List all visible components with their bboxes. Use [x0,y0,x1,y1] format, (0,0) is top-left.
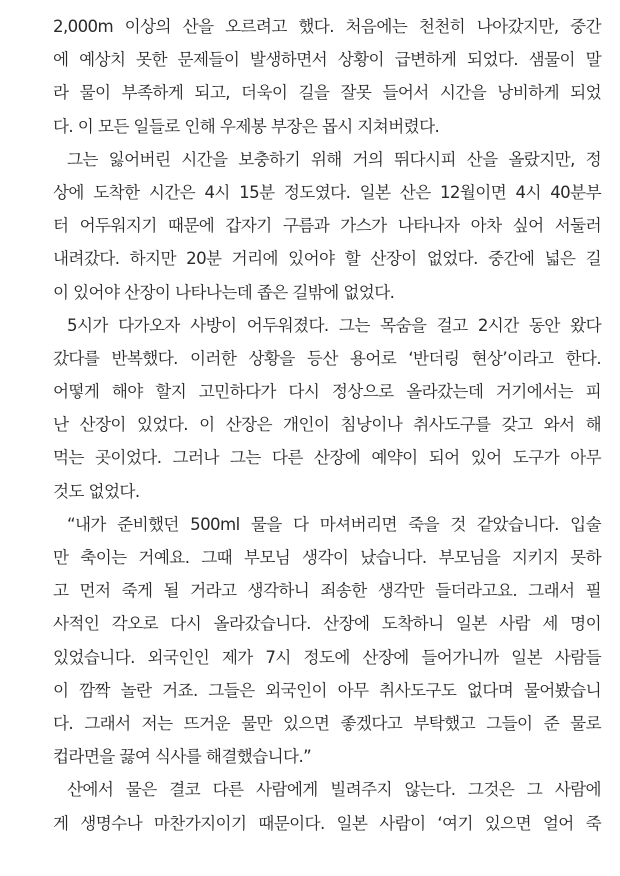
text-line: 이 있어야 산장이 나타나는데 좁은 길밖에 없었다. [53,282,395,302]
text-line: 상에 도착한 시간은 4시 15분 정도였다. 일본 산은 12월이면 4시 40분부 [53,182,601,202]
text-line: 것도 없었다. [53,481,140,501]
text-line: 다. 이 모든 일들로 인해 우제봉 부장은 몹시 지쳐버렸다. [53,116,440,136]
paragraph-3 [53,309,601,508]
text-line: 만 축이는 거예요. 그때 부모님 생각이 났습니다. 부모님을 지키지 못하 [53,548,601,567]
paragraph-1 [53,10,601,143]
text-line: 난 산장이 있었다. 이 산장은 개인이 침낭이나 취사도구를 갖고 와서 해 [53,415,601,435]
text-line: 있었습니다. 외국인인 제가 7시 정도에 산장에 들어가니까 일본 사람들 [53,647,601,667]
text-line: 컵라면을 끓여 식사를 해결했습니다.” [53,747,312,767]
text-line: 사적인 각오로 다시 올라갔습니다. 산장에 도착하니 일본 사람 세 명이 [53,614,601,634]
text-line: 에 예상치 못한 문제들이 발생하면서 상황이 급변하게 되었다. 샘물이 말 [53,50,601,70]
text-line: 터 어두워지기 때문에 갑자기 구름과 가스가 나타나자 아차 싶어 서둘러 [53,216,601,236]
paragraph-4-quote [53,508,601,774]
text-line: 이 깜짝 놀란 거죠. 그들은 외국인이 아무 취사도구도 없다며 물어봤습니 [53,680,601,700]
text-line: 내려갔다. 하지만 20분 거리에 있어야 할 산장이 없었다. 중간에 넓은 길 [53,249,601,269]
text-line: 그는 잃어버린 시간을 보충하기 위해 거의 뛰다시피 산을 올랐지만, 정 [67,149,601,169]
text-line: 어떻게 해야 할지 고민하다가 다시 정상으로 올라갔는데 거기에서는 피 [53,382,601,402]
text-line: 다. 그래서 저는 뜨거운 물만 있으면 좋겠다고 부탁했고 그들이 준 물로 [53,713,601,733]
document-page [53,10,601,840]
paragraph-2 [53,143,601,309]
text-line: 라 물이 부족하게 되고, 더욱이 길을 잘못 들어서 시간을 낭비하게 되었 [53,83,601,103]
text-line: 먹는 곳이었다. 그러나 그는 다른 산장에 예약이 되어 있어 도구가 아무 [53,448,601,468]
text-line: 갔다를 반복했다. 이러한 상황을 등산 용어로 ‘반더링 현상’이라고 한다. [53,348,601,368]
text-line: 고 먼저 죽게 될 거라고 생각하니 죄송한 생각만 들더라고요. 그래서 필 [53,581,601,601]
text-line: 2,000m 이상의 산을 오르려고 했다. 처음에는 천천히 나아갔지만, 중간 [53,17,601,36]
text-line: “내가 준비했던 500ml 물을 다 마셔버리면 죽을 것 같았습니다. 입술 [67,514,601,534]
text-line: 게 생명수나 마찬가지이기 때문이다. 일본 사람이 ‘여기 있으면 얼어 죽 [53,813,601,833]
paragraph-5 [53,773,601,839]
text-line: 5시가 다가오자 사방이 어두워졌다. 그는 목숨을 걸고 2시간 동안 왔다 [67,315,601,335]
text-line: 산에서 물은 결코 다른 사람에게 빌려주지 않는다. 그것은 그 사람에 [67,780,601,800]
